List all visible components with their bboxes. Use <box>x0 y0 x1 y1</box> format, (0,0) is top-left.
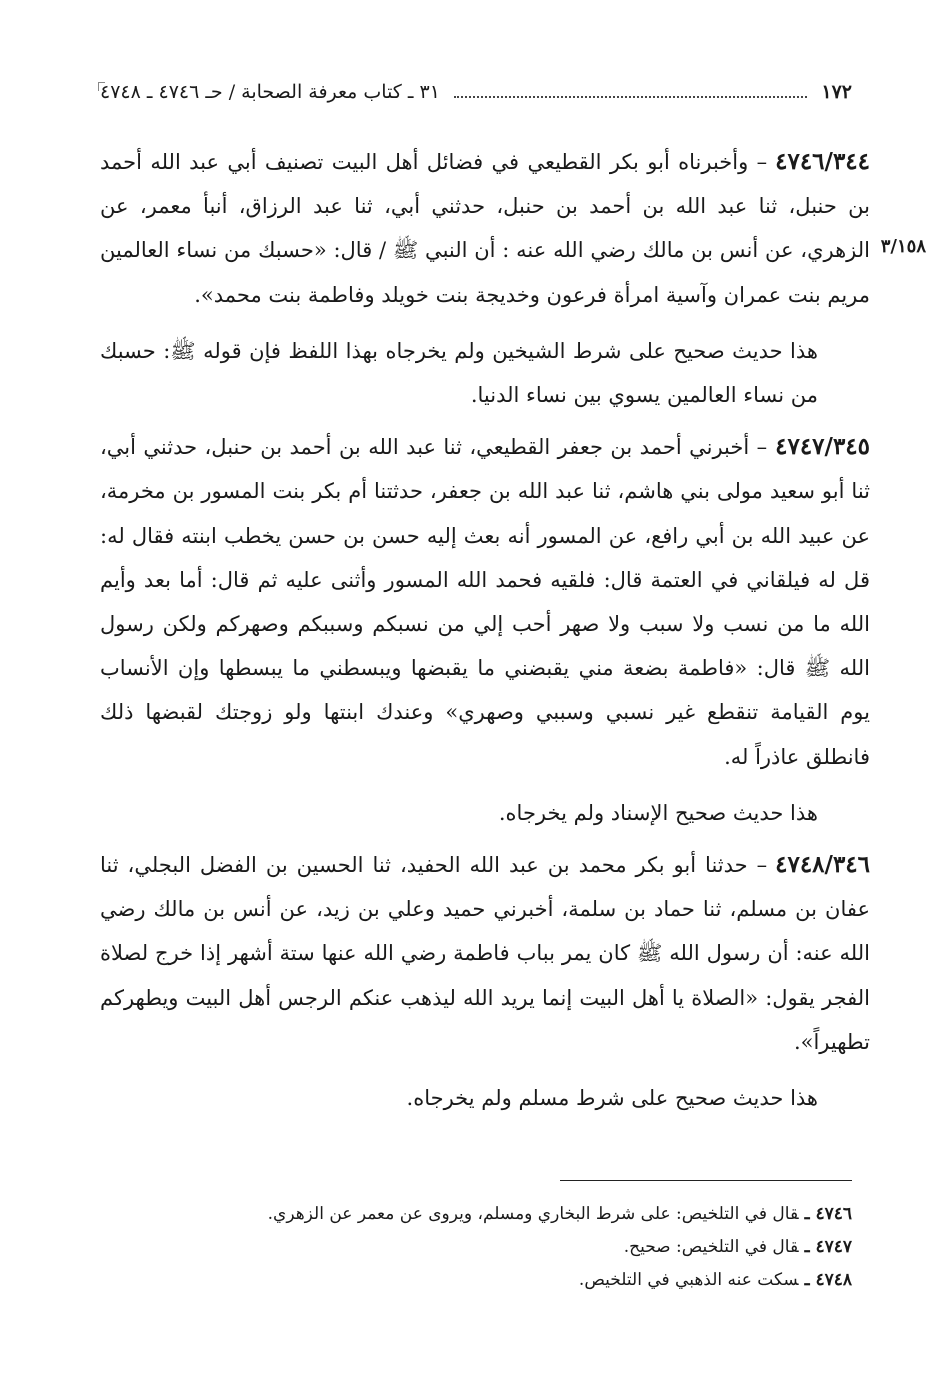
footnote <box>100 1198 852 1231</box>
hadith-grading: هذا حديث صحيح على شرط مسلم ولم يخرجاه. <box>406 1086 818 1111</box>
header-dot-leader <box>454 86 807 98</box>
hadith-number: ٤٧٤٧/٣٤٥ <box>775 433 870 461</box>
footnotes <box>100 1198 852 1297</box>
footnote-text: قال في التلخيص: صحيح. <box>623 1237 799 1257</box>
hadith-text: – حدثنا أبو بكر محمد بن عبد الله الحفيد، ثنا الحسين بن الفضل البجلي، ثنا عفان بن مسلم، ثنا حماد بن سلمة، أخبرني حميد وعلي بن زيد، عن أنس بن مالك رضي الله عنه: أن رسول الله ﷺ كان يمر بباب فاطمة رضي الله عنها ستة أشهر إذا خرج لصلاة الفجر يقول: «الصلاة يا أهل البيت إنما يريد الله ليذهب عنكم الرجس أهل البيت ويطهركم تطهيراً». <box>100 853 870 1054</box>
hadith-text: – أخبرني أحمد بن جعفر القطيعي، ثنا عبد الله بن أحمد بن حنبل، حدثني أبي، ثنا أبو سعيد مولى بني هاشم، ثنا عبد الله بن جعفر، حدثتنا أم بكر بنت المسور بن مخرمة، عن عبيد الله بن أبي رافع، عن المسور أنه بعث إليه حسن بن حسن يخطب ابنته فقال له: قل له فيلقاني في العتمة قال: فلقيه فحمد الله المسور وأثنى عليه ثم قال: أما بعد وأيم الله ما من نسب ولا سبب ولا صهر أحب إلي من نسبكم وسببكم وصهركم ولكن رسول الله ﷺ قال: «فاطمة بضعة مني يقبضني ما يقبضها ويبسطني ما يبسطها وإن الأنساب يوم القيامة تنقطع غير نسبي وسببي وصهري» وعندك ابنتها ولو زوجتك لقبضها ذلك فانطلق عاذراً له. <box>100 435 870 769</box>
running-title: ٣١ ـ كتاب معرفة الصحابة / حـ ٤٧٤٦ ـ ٤٧٤٨ <box>100 81 440 103</box>
hadith-paragraph <box>100 425 870 779</box>
hadith-number: ٤٧٤٦/٣٤٤ <box>775 148 870 175</box>
margin-page-reference: ٣/١٥٨ <box>880 236 926 257</box>
footnote-number: ٤٧٤٦ ـ <box>804 1204 852 1224</box>
hadith-grading: هذا حديث صحيح على شرط الشيخين ولم يخرجاه بهذا اللفظ فإن قوله ﷺ: حسبك من نساء العالمين يسوي بين نساء الدنيا. <box>100 338 818 408</box>
hadith-grading: هذا حديث صحيح الإسناد ولم يخرجاه. <box>498 800 818 825</box>
footnote <box>100 1231 852 1264</box>
footnote-number: ٤٧٤٧ ـ <box>804 1237 852 1257</box>
footnote-text: قال في التلخيص: على شرط البخاري ومسلم، ويروى عن معمر عن الزهري. <box>267 1204 799 1224</box>
footnote-separator <box>560 1180 852 1181</box>
page-header <box>100 74 852 110</box>
page-number: ١٧٢ <box>821 81 852 103</box>
hadith-number: ٤٧٤٨/٣٤٦ <box>775 851 870 879</box>
footnote-text: سكت عنه الذهبي في التلخيص. <box>578 1270 799 1290</box>
hadith-text: – وأخبرناه أبو بكر القطيعي في فضائل أهل البيت تصنيف أبي عبد الله أحمد بن حنبل، ثنا عبد الله بن أحمد بن حنبل، حدثني أبي، ثنا عبد الرزاق، أنبأ معمر، عن الزهري، عن أنس بن مالك رضي الله عنه : أن النبي ﷺ / قال: «حسبك من نساء العالمين مريم بنت عمران وآسية امرأة فرعون وخديجة بنت خويلد وفاطمة بنت محمد». <box>100 150 870 307</box>
hadith-paragraph <box>100 843 870 1064</box>
main-text <box>100 140 870 1128</box>
footnote <box>100 1264 852 1297</box>
footnote-number: ٤٧٤٨ ـ <box>804 1270 852 1290</box>
hadith-paragraph <box>100 140 870 317</box>
